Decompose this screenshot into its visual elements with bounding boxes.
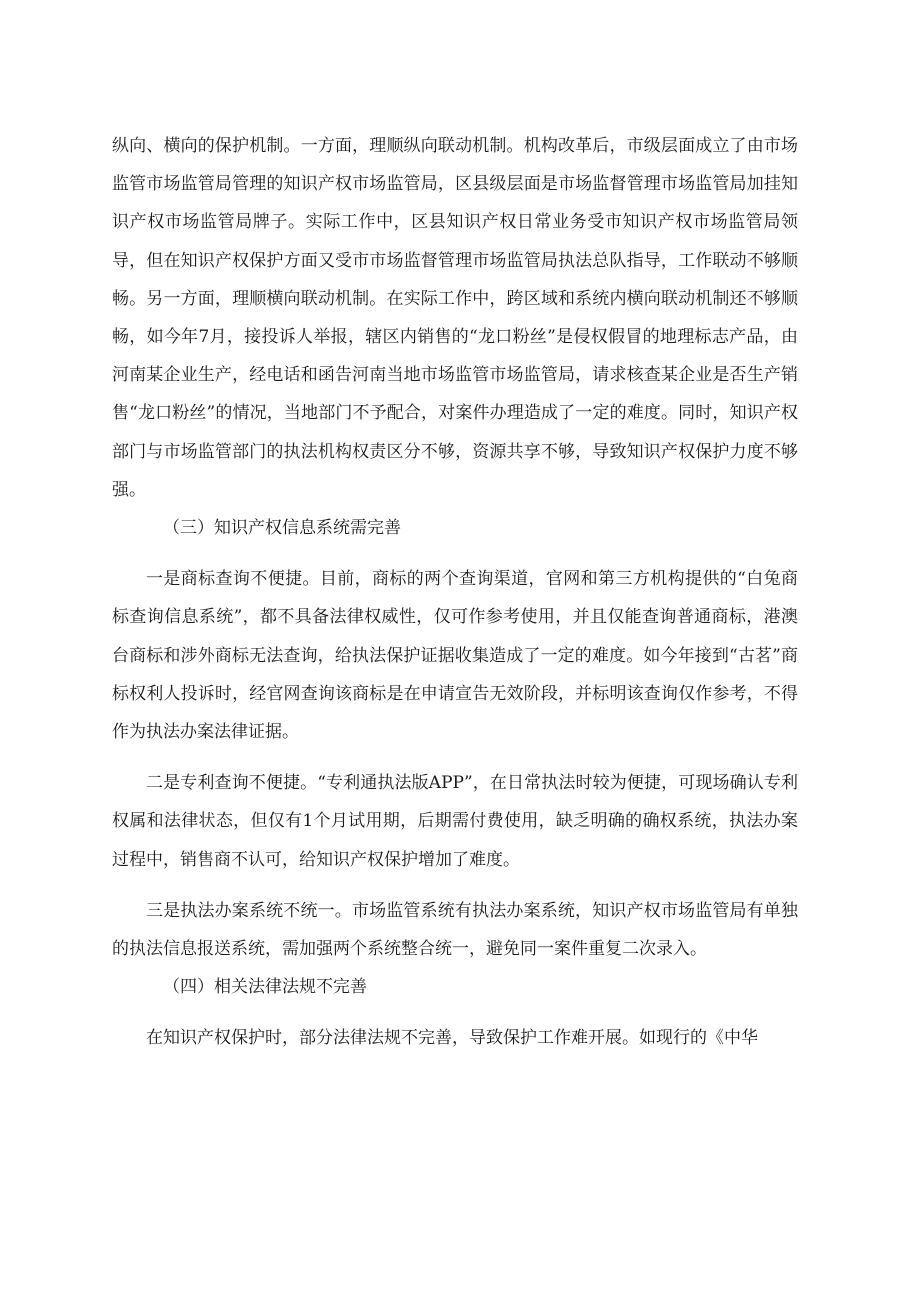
paragraph-protection-mechanism: 纵向、横向的保护机制。一方面，理顺纵向联动机制。机构改革后，市级层面成立了由市场监管市场监管局管理的知识产权市场监管局，区县级层面是市场监督管理市场监管局加挂知识产权市场监管局牌子。实际工作中，区县知识产权日常业务受市知识产权市场监管局领导，但在知识产权保护方面又受市市场监督管理市场监管局执法总队指导，工作联动不够顺畅。另一方面，理顺横向联动机制。在实际工作中，跨区域和系统内横向联动机制还不够顺畅，如今年7月，接投诉人举报，辖区内销售的“龙口粉丝”是侵权假冒的地理标志产品，由河南某企业生产，经电话和函告河南当地市场监管市场监管局，请求核查某企业是否生产销售“龙口粉丝”的情况，当地部门不予配合，对案件办理造成了一定的难度。同时，知识产权部门与市场监管部门的执法机构权责区分不够，资源共享不够，导致知识产权保护力度不够强。 bbox=[112, 136, 798, 500]
paragraph-patent-query: 二是专利查询不便捷。“专利通执法版APP”，在日常执法时较为便捷，可现场确认专利权属和法律状态，但仅有1个月试用期，后期需付费使用，缺乏明确的确权系统，执法办案过程中，销售商不认可，给知识产权保护增加了难度。 bbox=[112, 773, 798, 870]
paragraph-laws-regulations: 在知识产权保护时，部分法律法规不完善，导致保护工作难开展。如现行的《中华 bbox=[146, 1028, 758, 1049]
section-heading-3: （三）知识产权信息系统需完善 bbox=[163, 518, 401, 539]
paragraph-enforcement-system: 三是执法办案系统不统一。市场监管系统有执法办案系统，知识产权市场监管局有单独的执法信息报送系统，需加强两个系统整合统一，避免同一案件重复二次录入。 bbox=[112, 900, 798, 960]
paragraph-trademark-query: 一是商标查询不便捷。目前，商标的两个查询渠道，官网和第三方机构提供的“白兔商标查询信息系统”，都不具备法律权威性，仅可作参考使用，并且仅能查询普通商标，港澳台商标和涉外商标无法查询，给执法保护证据收集造成了一定的难度。如今年接到“古茗”商标权利人投诉时，经官网查询该商标是在申请宣告无效阶段，并标明该查询仅作参考，不得作为执法办案法律证据。 bbox=[112, 569, 798, 743]
section-heading-4: （四）相关法律法规不完善 bbox=[163, 977, 367, 998]
document-body bbox=[112, 127, 798, 1058]
